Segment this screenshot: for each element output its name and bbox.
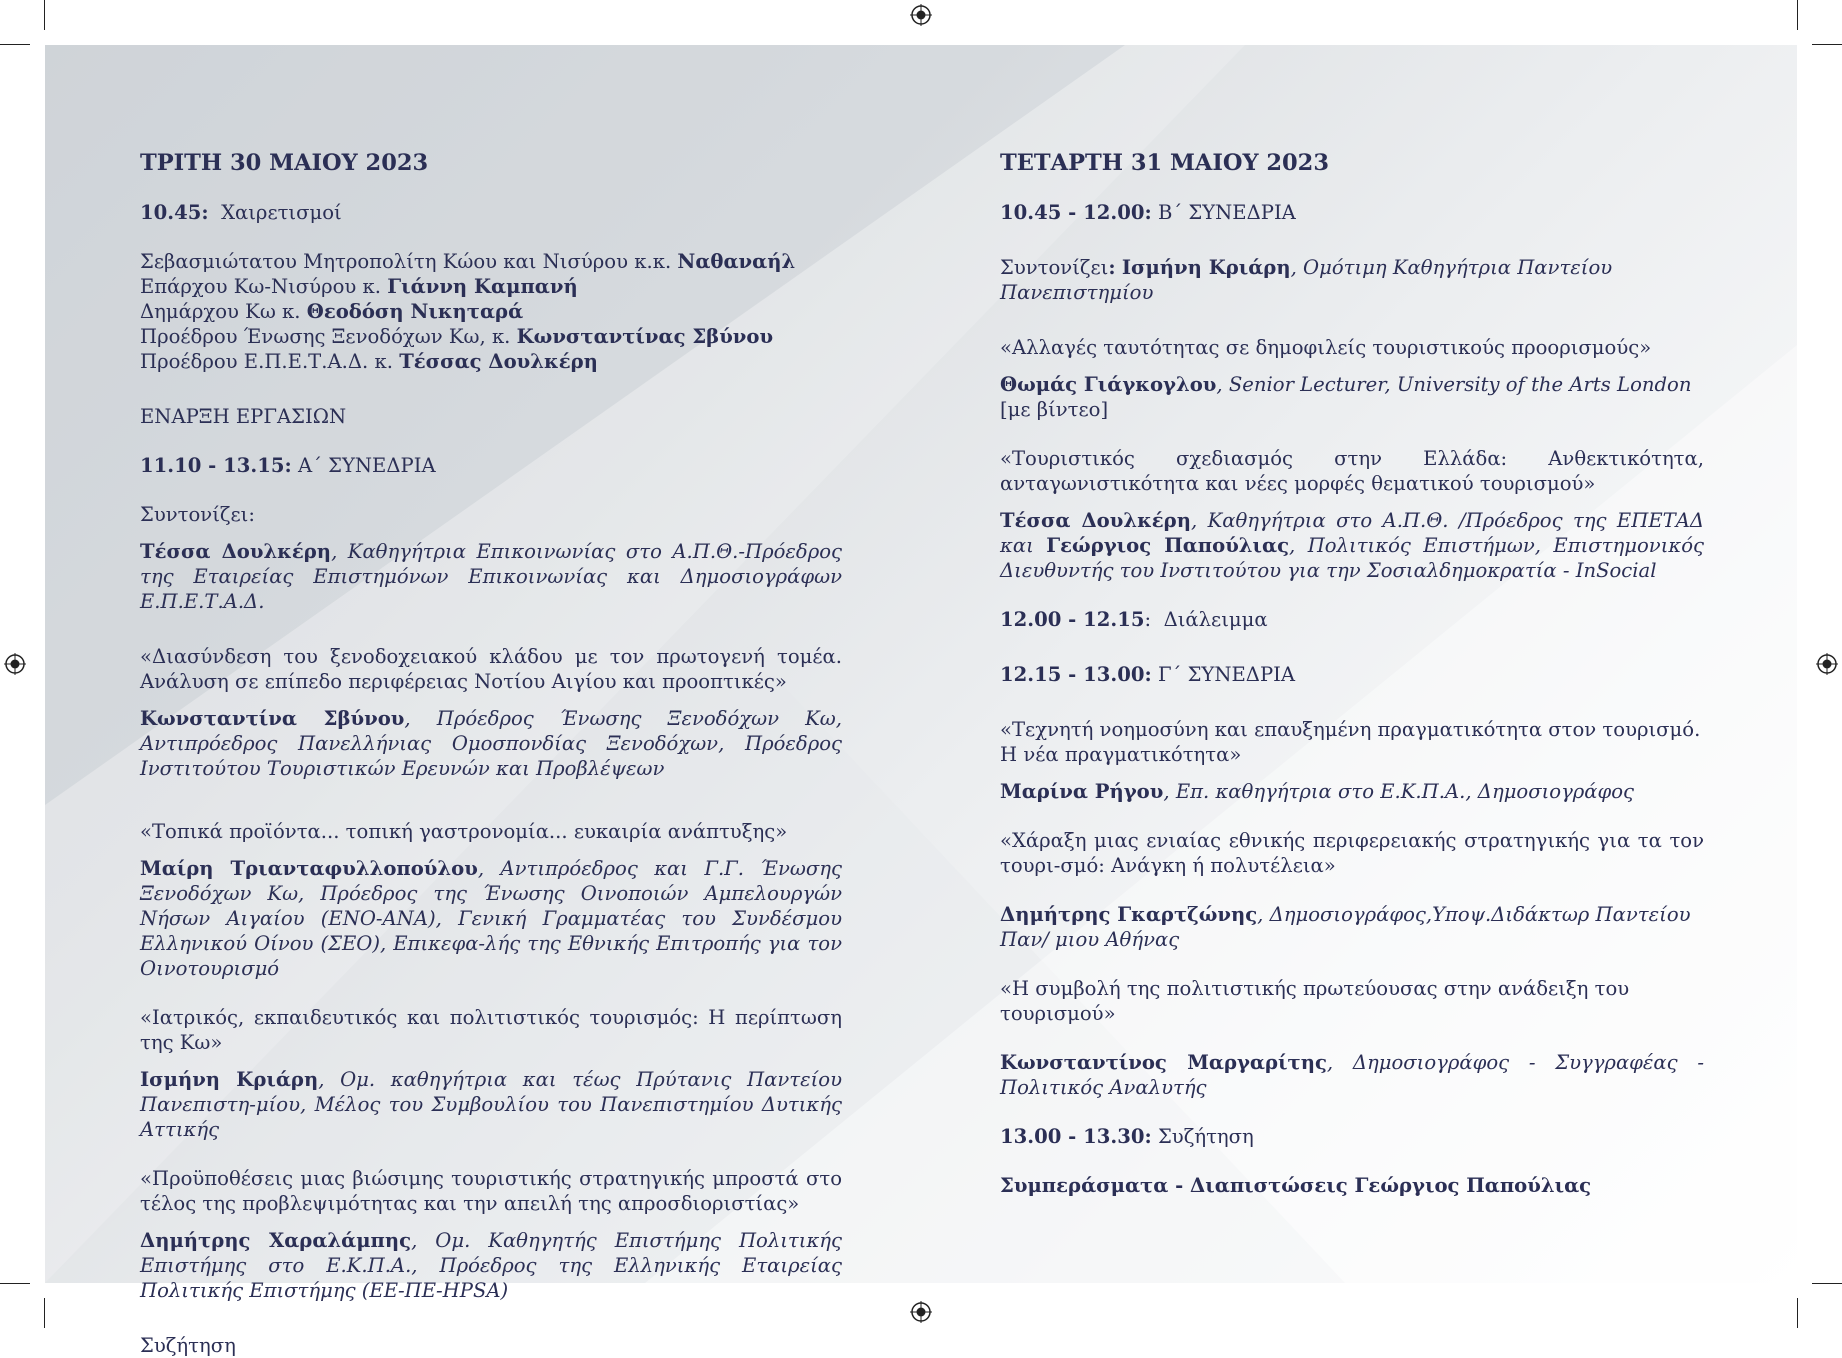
- session-c-line: [1000, 662, 1704, 687]
- registration-mark-icon: [910, 1301, 932, 1323]
- talk-item: [1000, 717, 1704, 804]
- talk-item: [1000, 446, 1704, 583]
- greeting-line: Επάρχου Κω-Νισύρου κ. Γιάννη Καμπανή: [140, 275, 578, 298]
- crop-mark: [0, 44, 30, 45]
- break-label: Διάλειμμα: [1163, 608, 1268, 631]
- day-one-title: ΤΡΙΤΗ 30 ΜΑΙΟΥ 2023: [140, 150, 429, 176]
- crop-mark: [0, 1283, 30, 1284]
- talk-speaker: Κωνσταντίνα Σβύνου, Πρόεδρος Ένωσης Ξενοδόχων Κω, Αντιπρόεδρος Πανελλήνιας Ομοσπονδίας Ξενοδόχων, Πρόεδρος Ινστιτούτου Τουριστικών Ερευνών και Προβλέψεων: [140, 707, 842, 780]
- session-a-time: 11.10 - 13.15:: [140, 454, 292, 477]
- talk-speaker: Ισμήνη Κριάρη, Ομ. καθηγήτρια και τέως Πρύτανις Παντείου Πανεπιστη-μίου, Μέλος του Συμβουλίου του Πανεπιστημίου Δυτικής Αττικής: [140, 1068, 842, 1141]
- welcome-label: Χαιρετισμοί: [221, 201, 342, 224]
- talk-item: [140, 644, 842, 781]
- talk-item: [140, 819, 842, 981]
- greeting-line: Προέδρου Ε.Π.Ε.Τ.Α.Δ. κ. Τέσσας Δουλκέρη: [140, 350, 598, 373]
- day-two-column: [1000, 151, 1704, 1198]
- talk-speakers: Τέσσα Δουλκέρη, Καθηγήτρια στο Α.Π.Θ. /Πρόεδρος της ΕΠΕΤΑΔ και Γεώργιος Παπούλιας, Πολιτικός Επιστήμων, Επιστημονικός Διευθυντής του Ινστιτούτου για την Σοσιαλδημοκρατία - InSocial: [1000, 509, 1704, 582]
- talk-speaker: Δημήτρης Γκαρτζώνης, Δημοσιογράφος,Υποψ.Διδάκτωρ Παντείου Παν/ μιου Αθήνας: [1000, 903, 1691, 951]
- registration-mark-icon: [910, 4, 932, 26]
- discussion-time: 13.00 - 13.30:: [1000, 1125, 1152, 1148]
- greetings-list: [140, 249, 842, 374]
- talk-title: «Τεχνητή νοημοσύνη και επαυξημένη πραγματικότητα στον τουρισμό. Η νέα πραγματικότητα»: [1000, 718, 1701, 766]
- registration-mark-icon: [1816, 653, 1838, 675]
- talk-item: [1000, 976, 1704, 1100]
- crop-mark: [1812, 1283, 1842, 1284]
- moderator-info: Συντονίζει: Ισμήνη Κριάρη, Ομότιμη Καθηγήτρια Παντείου Πανεπιστημίου: [1000, 256, 1613, 304]
- day-one-column: [140, 151, 842, 1358]
- crop-mark: [44, 0, 45, 30]
- welcome-line: [140, 200, 842, 225]
- talk-title: «Ιατρικός, εκπαιδευτικός και πολιτιστικός τουρισμός: Η περίπτωση της Κω»: [140, 1006, 842, 1054]
- greeting-line: Προέδρου Ένωσης Ξενοδόχων Κω, κ. Κωνσταντίνας Σβύνου: [140, 325, 774, 348]
- talk-title: «Διασύνδεση του ξενοδοχειακού κλάδου με τον πρωτογενή τομέα. Ανάλυση σε επίπεδο περιφέρειας Νοτίου Αιγίου και προοπτικές»: [140, 645, 842, 693]
- break-time: 12.00 - 12.15: [1000, 608, 1145, 631]
- talk-item: [140, 1166, 842, 1303]
- talk-item: [1000, 335, 1704, 422]
- talk-item: [140, 1005, 842, 1142]
- session-c-label: Γ΄ ΣΥΝΕΔΡΙΑ: [1157, 663, 1296, 686]
- welcome-time: 10.45:: [140, 201, 209, 224]
- crop-mark: [1797, 1298, 1798, 1328]
- talk-speaker: Μαρίνα Ρήγου, Επ. καθηγήτρια στο Ε.Κ.Π.Α., Δημοσιογράφος: [1000, 780, 1635, 803]
- discussion-label: Συζήτηση: [140, 1334, 236, 1357]
- talk-item: [1000, 828, 1704, 952]
- registration-mark-icon: [4, 653, 26, 675]
- discussion-label: Συζήτηση: [1157, 1125, 1254, 1148]
- break-line: 12.00 - 12.15: Διάλειμμα: [1000, 608, 1268, 631]
- conclusions-line: Συμπεράσματα - Διαπιστώσεις Γεώργιος Παπούλιας: [1000, 1174, 1592, 1197]
- talk-speaker: Μαίρη Τριανταφυλλοπούλου, Αντιπρόεδρος και Γ.Γ. Ένωσης Ξενοδόχων Κω, Πρόεδρος της Ένωσης Οινοποιών Αμπελουργών Νήσων Αιγαίου (ΕΝΟ-ΑΝΑ), Γενική Γραμματέας του Συνδέσμου Ελληνικού Οίνου (ΣΕΟ), Επικεφα-λής της Εθνικής Επιτροπής για τον Οινοτουρισμό: [140, 857, 842, 980]
- talk-speaker: Θωμάς Γιάγκογλου, Senior Lecturer, University of the Arts London: [1000, 373, 1692, 396]
- talk-note: [με βίντεο]: [1000, 398, 1109, 421]
- crop-mark: [1797, 0, 1798, 30]
- session-b-line: [1000, 200, 1704, 225]
- talk-title: «Αλλαγές ταυτότητας σε δημοφιλείς τουριστικούς προορισμούς»: [1000, 336, 1652, 359]
- session-b-time: 10.45 - 12.00:: [1000, 201, 1152, 224]
- talk-speaker: Κωνσταντίνος Μαργαρίτης, Δημοσιογράφος - Συγγραφέας - Πολιτικός Αναλυτής: [1000, 1051, 1704, 1099]
- session-a-label: Α΄ ΣΥΝΕΔΡΙΑ: [297, 454, 436, 477]
- discussion-line: [1000, 1124, 1704, 1149]
- talk-title: «Τοπικά προϊόντα... τοπική γαστρονομία... ευκαιρία ανάπτυξης»: [140, 820, 788, 843]
- talk-title: «Χάραξη μιας ενιαίας εθνικής περιφερειακής στρατηγικής για τα τον τουρι-σμό: Ανάγκη ή πολυτέλεια»: [1000, 829, 1704, 877]
- opening-label: ΕΝΑΡΞΗ ΕΡΓΑΣΙΩΝ: [140, 405, 347, 428]
- moderator-info: Τέσσα Δουλκέρη, Καθηγήτρια Επικοινωνίας στο Α.Π.Θ.-Πρόεδρος της Εταιρείας Επιστημόνων Επικοινωνίας και Δημοσιογράφων Ε.Π.Ε.Τ.Α.Δ.: [140, 540, 842, 613]
- talk-speaker: Δημήτρης Χαραλάμπης, Ομ. Καθηγητής Επιστήμης Πολιτικής Επιστήμης στο Ε.Κ.Π.Α., Πρόεδρος της Ελληνικής Εταιρείας Πολιτικής Επιστήμης (ΕΕ-ΠΕ-HPSA): [140, 1229, 843, 1302]
- moderator-label: Συντονίζει:: [140, 503, 255, 526]
- crop-mark: [1812, 44, 1842, 45]
- session-a-line: [140, 453, 842, 478]
- greeting-line: Δημάρχου Κω κ. Θεοδόση Νικηταρά: [140, 300, 524, 323]
- talk-title: «Τουριστικός σχεδιασμός στην Ελλάδα: Ανθεκτικότητα, ανταγωνιστικότητα και νέες μορφές θεματικού τουρισμού»: [1000, 447, 1704, 495]
- talk-title: «Προϋποθέσεις μιας βιώσιμης τουριστικής στρατηγικής μπροστά στο τέλος της προβλεψιμότητας και την απειλή της απροσδιοριστίας»: [140, 1167, 842, 1215]
- crop-mark: [44, 1298, 45, 1328]
- session-b-label: Β΄ ΣΥΝΕΔΡΙΑ: [1157, 201, 1296, 224]
- talk-title: «Η συμβολή της πολιτιστικής πρωτεύουσας στην ανάδειξη του τουρισμού»: [1000, 977, 1630, 1025]
- greeting-line: Σεβασμιώτατου Μητροπολίτη Κώου και Νισύρου κ.κ. Ναθαναήλ: [140, 250, 796, 273]
- day-two-title: ΤΕΤΑΡΤΗ 31 ΜΑΙΟΥ 2023: [1000, 150, 1329, 176]
- session-c-time: 12.15 - 13.00:: [1000, 663, 1152, 686]
